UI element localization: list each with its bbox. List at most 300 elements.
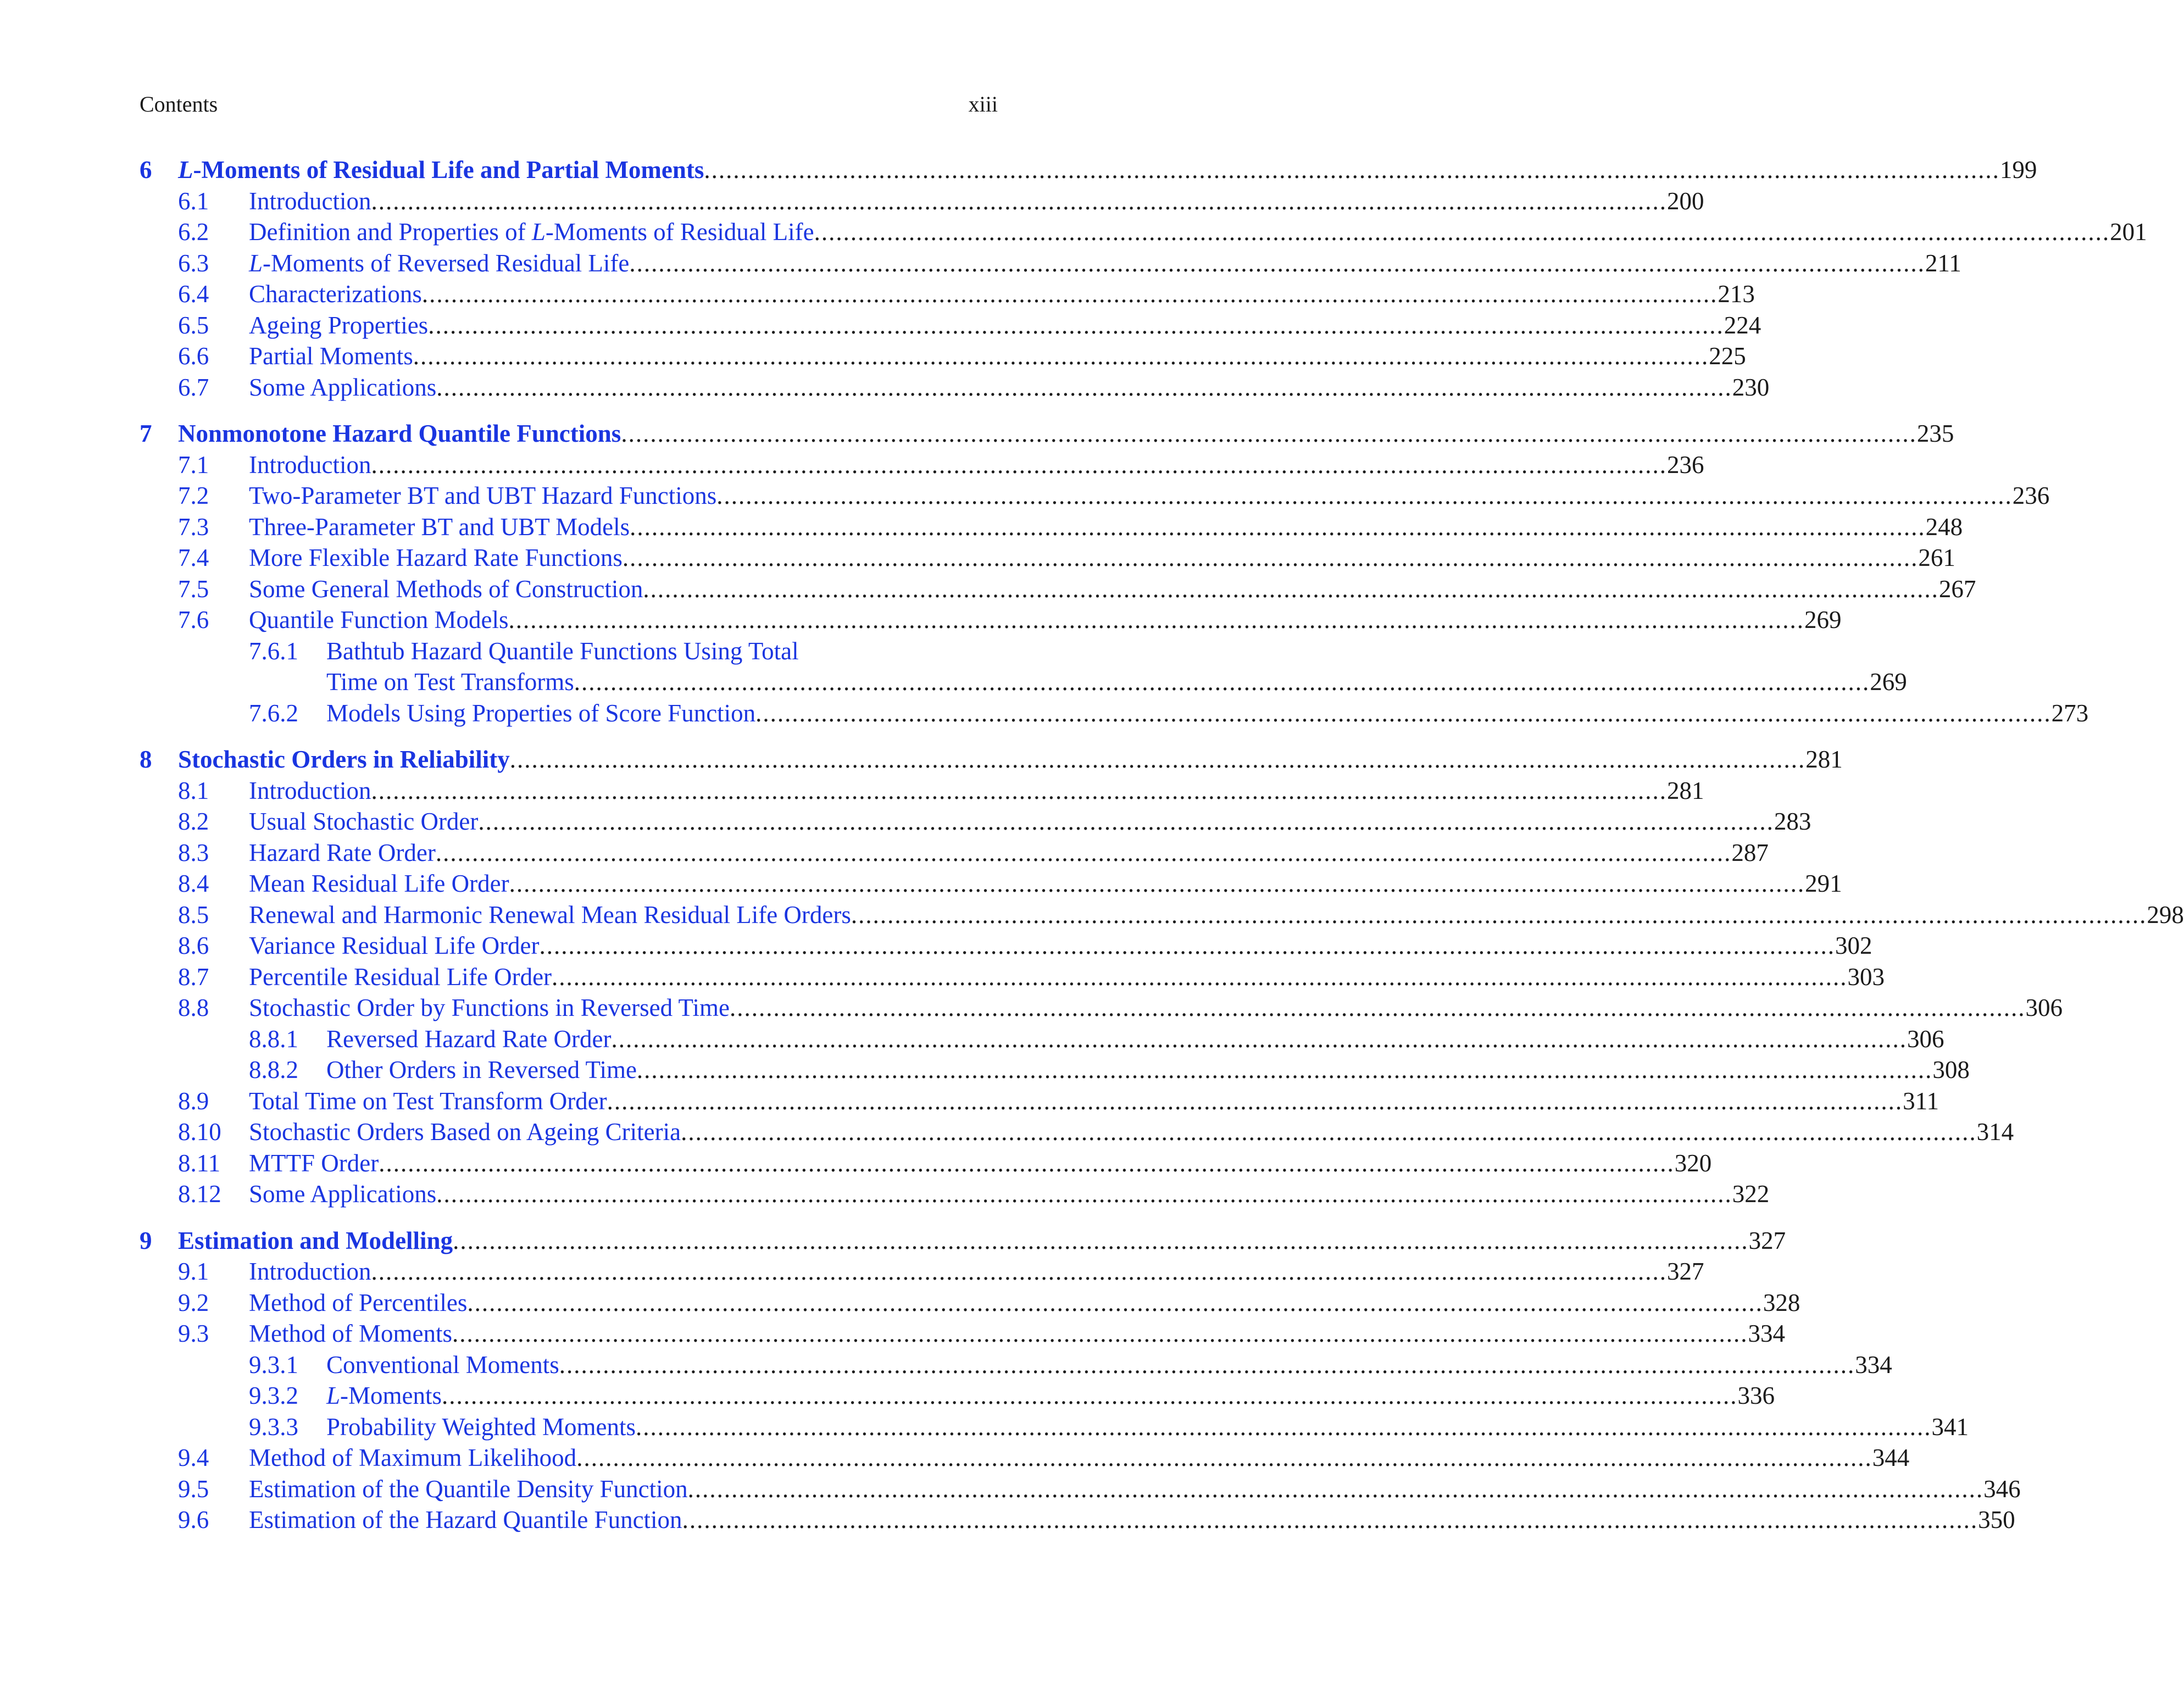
- toc-entry-title-text: Quantile Function Models: [249, 606, 509, 634]
- toc-entry-title[interactable]: [249, 837, 436, 868]
- toc-entry-page: 236: [1666, 451, 1704, 479]
- toc-entry-number: 6.3: [178, 249, 209, 277]
- toc-entry-title-text: MTTF Order: [249, 1149, 379, 1177]
- toc-entry-line: [178, 418, 1954, 449]
- toc-entry-title-text: Hazard Rate Order: [249, 838, 436, 866]
- dot-leader: ..................................................................................................................................................................................: [729, 994, 2026, 1021]
- toc-subsection-entry[interactable]: [140, 1380, 1775, 1412]
- toc-entry-number: 9.1: [178, 1258, 209, 1285]
- toc-entry-line: [326, 1412, 1969, 1442]
- toc-entry-line: [249, 604, 1842, 635]
- dot-leader: ..................................................................................................................................................................................: [371, 776, 1667, 804]
- toc-entry-title-text: Stochastic Orders in Reliability: [178, 746, 510, 773]
- toc-entry-page: 213: [1718, 280, 1755, 308]
- toc-entry-title-text: Stochastic Order by Functions in Reversed Time: [249, 994, 730, 1021]
- toc-entry-page: 336: [1737, 1382, 1775, 1409]
- toc-section-entry[interactable]: [140, 775, 1704, 807]
- toc-entry-title[interactable]: [249, 899, 851, 930]
- toc-entry-page: 328: [1763, 1288, 1800, 1316]
- toc-entry-title-text: Some Applications: [249, 1180, 437, 1208]
- toc-entry-page: 281: [1805, 746, 1843, 773]
- toc-entry-page: 334: [1855, 1351, 1892, 1379]
- toc-entry-title-text: Ageing Properties: [249, 311, 429, 339]
- toc-entry-number: 8.9: [178, 1087, 209, 1115]
- toc-entry-number: 7.5: [178, 575, 209, 603]
- toc-entry-title[interactable]: [249, 1116, 681, 1147]
- toc-entry-line: [178, 1225, 1786, 1256]
- dot-leader: ..................................................................................................................................................................................: [630, 513, 1926, 541]
- dot-leader: ..................................................................................................................................................................................: [629, 249, 1925, 277]
- toc-entry-number: 7.6: [178, 606, 209, 634]
- toc-section-entry[interactable]: [140, 1148, 1712, 1179]
- toc-entry-title-text: Some General Methods of Construction: [249, 575, 643, 603]
- toc-entry-title-text: -Moments of Reversed Residual Life: [263, 249, 630, 277]
- toc-chapter-entry[interactable]: [140, 1225, 1786, 1257]
- toc-entry-title-text: Definition and Properties of: [249, 218, 532, 246]
- toc-entry-page: 261: [1918, 544, 1955, 571]
- toc-entry-line: [249, 1148, 1712, 1179]
- toc-section-entry[interactable]: [140, 1442, 1910, 1474]
- toc-entry-title-text: Method of Percentiles: [249, 1288, 468, 1316]
- toc-section-entry[interactable]: [140, 930, 1872, 962]
- toc-entry-line: [249, 248, 1961, 279]
- dot-leader: ..................................................................................................................................................................................: [442, 1382, 1738, 1409]
- toc-entry-number: 8.12: [178, 1180, 221, 1208]
- toc-entry-title[interactable]: [249, 930, 540, 961]
- toc-entry-page: 311: [1903, 1087, 1939, 1115]
- toc-entry-page: 287: [1731, 838, 1769, 866]
- dot-leader: ..................................................................................................................................................................................: [435, 838, 1732, 866]
- toc-entry-title-text: Mean Residual Life Order: [249, 870, 509, 897]
- toc-entry-page: 269: [1804, 606, 1842, 634]
- toc-entry-page: 314: [1976, 1118, 2014, 1146]
- toc-entry-title-text: Variance Residual Life Order: [249, 932, 540, 959]
- toc-entry-page: 201: [2110, 218, 2147, 246]
- toc-entry-title[interactable]: [178, 1225, 453, 1256]
- dot-leader: ..................................................................................................................................................................................: [552, 963, 1848, 991]
- toc-entry-number: 7.1: [178, 451, 209, 479]
- toc-entry-title[interactable]: [178, 154, 704, 185]
- dot-leader: ..................................................................................................................................................................................: [371, 187, 1667, 215]
- toc-entry-title[interactable]: [249, 868, 509, 899]
- toc-section-entry[interactable]: [140, 604, 1842, 636]
- toc-entry-page: 306: [2025, 994, 2063, 1021]
- toc-entry-title[interactable]: [326, 1024, 612, 1054]
- toc-entry-line: [249, 279, 1755, 309]
- toc-entry-title[interactable]: [249, 279, 422, 309]
- toc-entry-number: 9.3.2: [249, 1382, 298, 1409]
- toc-entry-number: 7.4: [178, 544, 209, 571]
- toc-entry-title-text: Time on Test Transforms: [326, 668, 574, 696]
- toc-entry-number: 6: [140, 156, 152, 184]
- toc-entry-title[interactable]: [249, 604, 508, 635]
- toc-section-entry[interactable]: [140, 574, 1976, 605]
- toc-entry-line: [326, 1024, 1944, 1054]
- toc-entry-page: 281: [1666, 776, 1704, 804]
- toc-subsection-entry[interactable]: [140, 636, 998, 667]
- dot-leader: ..................................................................................................................................................................................: [687, 1475, 1984, 1503]
- toc-section-entry[interactable]: [140, 279, 1755, 310]
- dot-leader: ..................................................................................................................................................................................: [574, 668, 1870, 696]
- running-header: [140, 89, 998, 120]
- toc-entry-title[interactable]: [249, 992, 730, 1023]
- toc-entry-title[interactable]: [249, 372, 436, 403]
- dot-leader: ..................................................................................................................................................................................: [814, 218, 2110, 246]
- dot-leader: ..................................................................................................................................................................................: [379, 1149, 1675, 1177]
- dot-leader: ..................................................................................................................................................................................: [682, 1506, 1979, 1533]
- toc-entry-title-text: Stochastic Orders Based on Ageing Criteria: [249, 1118, 681, 1146]
- toc-entry-title[interactable]: [249, 806, 478, 837]
- toc-entry-title[interactable]: [249, 216, 814, 247]
- dot-leader: ..................................................................................................................................................................................: [755, 699, 2052, 727]
- toc-entry-line: [178, 744, 1843, 775]
- toc-entry-title[interactable]: [326, 636, 799, 666]
- toc-subsection-entry[interactable]: [140, 1024, 1944, 1055]
- dot-leader: ..................................................................................................................................................................................: [478, 808, 1774, 835]
- toc-entry-title[interactable]: [249, 1442, 576, 1473]
- toc-entry-title-text: Nonmonotone Hazard Quantile Functions: [178, 420, 621, 447]
- toc-entry-title[interactable]: [249, 449, 371, 480]
- dot-leader: ..................................................................................................................................................................................: [643, 575, 1939, 603]
- toc-entry-line: [178, 154, 2037, 185]
- toc-entry-page: 211: [1925, 249, 1961, 277]
- toc-entry-title-text: Renewal and Harmonic Renewal Mean Residual Life Orders: [249, 901, 851, 929]
- toc-entry-page: 302: [1835, 932, 1872, 959]
- toc-entry-line: [249, 1442, 1910, 1473]
- toc-entry-number: 9: [140, 1226, 152, 1254]
- toc-entry-title-text: -Moments of Residual Life and Partial Moments: [193, 156, 704, 184]
- toc-entry-line: [249, 962, 1885, 992]
- toc-entry-title-text: Introduction: [249, 451, 371, 479]
- toc-entry-number: 8: [140, 746, 152, 773]
- toc-section-entry[interactable]: [140, 248, 1961, 279]
- toc-subsection-entry[interactable]: [140, 666, 1907, 698]
- dot-leader: ..................................................................................................................................................................................: [508, 606, 1804, 634]
- toc-chapter-entry[interactable]: [140, 154, 2037, 186]
- toc-entry-title-text: Estimation and Modelling: [178, 1226, 453, 1254]
- toc-entry-title-italic: L: [249, 249, 263, 277]
- toc-entry-title[interactable]: [249, 341, 413, 371]
- toc-section-entry[interactable]: [140, 837, 1769, 869]
- toc-entry-number: 8.8: [178, 994, 209, 1021]
- toc-entry-title-text: Method of Moments: [249, 1320, 452, 1347]
- toc-entry-title[interactable]: [249, 512, 630, 542]
- toc-entry-number: 6.4: [178, 280, 209, 308]
- dot-leader: ..................................................................................................................................................................................: [716, 482, 2013, 509]
- toc-entry-title[interactable]: [326, 1349, 559, 1380]
- toc-section-entry[interactable]: [140, 1179, 1770, 1210]
- toc-entry-number: 6.1: [178, 187, 209, 215]
- toc-section-entry[interactable]: [140, 1287, 1800, 1319]
- dot-leader: ..................................................................................................................................................................................: [413, 342, 1709, 370]
- toc-entry-line: [249, 868, 1842, 899]
- toc-entry-line: [249, 806, 1811, 837]
- toc-entry-number: 7.6.2: [249, 699, 298, 727]
- dot-leader: ..................................................................................................................................................................................: [636, 1056, 1933, 1083]
- toc-entry-page: 306: [1907, 1025, 1944, 1053]
- toc-entry-line: [249, 1086, 1939, 1116]
- toc-section-entry[interactable]: [140, 512, 1963, 543]
- toc-entry-line: [249, 930, 1872, 961]
- toc-section-entry[interactable]: [140, 480, 2050, 512]
- toc-entry-line: [249, 372, 1770, 403]
- toc-entry-page: 267: [1938, 575, 1976, 603]
- toc-entry-title[interactable]: [249, 186, 371, 216]
- toc-entry-title-text: Characterizations: [249, 280, 422, 308]
- toc-entry-page: 291: [1805, 870, 1842, 897]
- toc-entry-title-text: Method of Maximum Likelihood: [249, 1444, 577, 1471]
- toc-entry-page: 334: [1748, 1320, 1785, 1347]
- toc-section-entry[interactable]: [140, 992, 2063, 1024]
- toc-entry-title[interactable]: [249, 1148, 379, 1179]
- toc-entry-title[interactable]: [178, 418, 621, 449]
- dot-leader: ..................................................................................................................................................................................: [371, 1258, 1667, 1285]
- toc-entry-title[interactable]: [326, 666, 574, 697]
- toc-entry-title-italic: L: [326, 1382, 341, 1409]
- toc-entry-title[interactable]: [249, 248, 629, 279]
- toc-section-entry[interactable]: [140, 1318, 1785, 1349]
- toc-entry-number: 8.8.1: [249, 1025, 298, 1053]
- toc-section-entry[interactable]: [140, 372, 1770, 403]
- toc-entry-number: 8.2: [178, 808, 209, 835]
- toc-entry-line: [249, 1256, 1704, 1287]
- toc-entry-line: [249, 512, 1963, 542]
- running-header-title: Contents: [140, 92, 218, 116]
- toc-section-entry[interactable]: [140, 899, 2184, 931]
- toc-entry-title-text: Bathtub Hazard Quantile Functions Using Total: [326, 637, 799, 665]
- toc-entry-number: 8.10: [178, 1118, 221, 1146]
- toc-entry-number: 7.2: [178, 482, 209, 509]
- toc-entry-number: 9.4: [178, 1444, 209, 1471]
- toc-entry-page: 200: [1666, 187, 1704, 215]
- toc-entry-title-text: Conventional Moments: [326, 1351, 559, 1379]
- toc-entry-title-italic: L: [178, 156, 193, 184]
- toc-entry-number: 8.11: [178, 1149, 221, 1177]
- toc-entry-line: [249, 542, 1955, 573]
- toc-entry-page: 346: [1983, 1475, 2021, 1503]
- toc-section-entry[interactable]: [140, 1504, 2015, 1536]
- toc-entry-title[interactable]: [326, 1054, 637, 1085]
- dot-leader: ..................................................................................................................................................................................: [611, 1025, 1907, 1053]
- toc-entry-title-text: Introduction: [249, 187, 371, 215]
- toc-entry-title-text: Estimation of the Hazard Quantile Function: [249, 1506, 682, 1533]
- dot-leader: ..................................................................................................................................................................................: [421, 280, 1718, 308]
- toc-entry-title[interactable]: [249, 1287, 467, 1318]
- toc-entry-title-text: -Moments: [340, 1382, 442, 1409]
- toc-entry-number: 7: [140, 420, 152, 447]
- toc-chapter-entry[interactable]: [140, 418, 1954, 449]
- toc-entry-number: 7.3: [178, 513, 209, 541]
- toc-entry-line: [249, 1474, 2021, 1504]
- toc-section-entry[interactable]: [140, 310, 1761, 341]
- toc-entry-number: 8.3: [178, 838, 209, 866]
- dot-leader: ..................................................................................................................................................................................: [621, 420, 1917, 447]
- toc-chapter-entry[interactable]: [140, 744, 1843, 775]
- toc-entry-title-text: Reversed Hazard Rate Order: [326, 1025, 612, 1053]
- toc-entry-title-text: More Flexible Hazard Rate Functions: [249, 544, 623, 571]
- toc-entry-title-text: Total Time on Test Transform Order: [249, 1087, 607, 1115]
- toc-entry-page: 303: [1847, 963, 1885, 991]
- toc-entry-line: [326, 1349, 1892, 1380]
- toc-entry-number: 9.6: [178, 1506, 209, 1533]
- dot-leader: ..................................................................................................................................................................................: [636, 1413, 1932, 1441]
- toc-section-entry[interactable]: [140, 186, 1704, 217]
- toc-section-entry[interactable]: [140, 542, 1955, 574]
- toc-entry-title[interactable]: [178, 744, 510, 775]
- toc-entry-title-text: Introduction: [249, 1258, 371, 1285]
- dot-leader: ..................................................................................................................................................................................: [509, 746, 1806, 773]
- dot-leader: ..................................................................................................................................................................................: [559, 1351, 1855, 1379]
- toc-entry-title[interactable]: [249, 1474, 688, 1504]
- toc-entry-page: 269: [1870, 668, 1907, 696]
- toc-subsection-entry[interactable]: [140, 1054, 1970, 1086]
- toc-entry-page: 225: [1709, 342, 1746, 370]
- toc-section-entry[interactable]: [140, 1116, 2014, 1148]
- toc-entry-number: 8.1: [178, 776, 209, 804]
- toc-entry-title[interactable]: [249, 1318, 452, 1349]
- dot-leader: ..................................................................................................................................................................................: [851, 901, 2147, 929]
- toc-entry-number: 6.2: [178, 218, 209, 246]
- dot-leader: ..................................................................................................................................................................................: [452, 1320, 1748, 1347]
- toc-entry-title-text: Some Applications: [249, 373, 437, 401]
- toc-entry-title[interactable]: [326, 698, 755, 729]
- toc-entry-title-text: Introduction: [249, 776, 371, 804]
- toc-entry-line: [249, 1179, 1770, 1209]
- toc-entry-page: 236: [2012, 482, 2050, 509]
- toc-entry-number: 6.7: [178, 373, 209, 401]
- toc-entry-number: 9.5: [178, 1475, 209, 1503]
- toc-entry-page: 350: [1978, 1506, 2015, 1533]
- toc-entry-title-italic: L: [531, 218, 546, 246]
- toc-entry-number: 8.7: [178, 963, 209, 991]
- toc-entry-line: [249, 186, 1704, 216]
- dot-leader: ..................................................................................................................................................................................: [509, 870, 1805, 897]
- toc-entry-line: [249, 310, 1761, 341]
- toc-entry-title[interactable]: [249, 480, 716, 511]
- toc-entry-page: 235: [1916, 420, 1954, 447]
- toc-entry-title[interactable]: [249, 542, 623, 573]
- toc-entry-line: [249, 775, 1704, 806]
- toc-entry-title-text: Percentile Residual Life Order: [249, 963, 552, 991]
- table-of-contents: [140, 154, 2184, 1536]
- toc-subsection-entry[interactable]: [140, 1412, 1969, 1443]
- toc-entry-title-text: Partial Moments: [249, 342, 413, 370]
- toc-entry-line: [249, 992, 2063, 1023]
- toc-entry-line: [326, 1380, 1775, 1411]
- toc-entry-page: 320: [1674, 1149, 1712, 1177]
- toc-entry-number: 9.2: [178, 1288, 209, 1316]
- toc-entry-title-text: Three-Parameter BT and UBT Models: [249, 513, 630, 541]
- toc-subsection-entry[interactable]: [140, 1349, 1892, 1381]
- toc-section-entry[interactable]: [140, 868, 1842, 899]
- toc-entry-title-text: Estimation of the Quantile Density Function: [249, 1475, 688, 1503]
- toc-entry-page: 283: [1774, 808, 1811, 835]
- toc-section-entry[interactable]: [140, 962, 1885, 993]
- toc-entry-line: [249, 449, 1704, 480]
- toc-entry-number: 8.8.2: [249, 1056, 298, 1083]
- dot-leader: ..................................................................................................................................................................................: [371, 451, 1667, 479]
- dot-leader: ..................................................................................................................................................................................: [576, 1444, 1872, 1471]
- toc-subsection-entry[interactable]: [140, 698, 2089, 729]
- toc-entry-page: 248: [1925, 513, 1963, 541]
- dot-leader: ..................................................................................................................................................................................: [436, 373, 1732, 401]
- toc-entry-title-text: -Moments of Residual Life: [545, 218, 814, 246]
- toc-entry-line: [249, 480, 2050, 511]
- toc-entry-number: 6.5: [178, 311, 209, 339]
- toc-entry-line: [249, 341, 1746, 371]
- toc-entry-title[interactable]: [326, 1380, 442, 1411]
- dot-leader: ..................................................................................................................................................................................: [428, 311, 1724, 339]
- dot-leader: ..................................................................................................................................................................................: [436, 1180, 1732, 1208]
- toc-entry-line: [249, 216, 2147, 247]
- toc-entry-title[interactable]: [249, 574, 643, 604]
- toc-entry-title[interactable]: [249, 1179, 436, 1209]
- toc-entry-title[interactable]: [249, 775, 371, 806]
- toc-entry-title-text: Usual Stochastic Order: [249, 808, 479, 835]
- page-number: xiii: [968, 92, 998, 116]
- toc-entry-number: 8.5: [178, 901, 209, 929]
- toc-entry-title[interactable]: [249, 1256, 371, 1287]
- toc-entry-line: [249, 1116, 2014, 1147]
- toc-entry-number: 6.6: [178, 342, 209, 370]
- toc-entry-page: 322: [1732, 1180, 1770, 1208]
- toc-entry-page: 308: [1932, 1056, 1970, 1083]
- toc-entry-title[interactable]: [249, 962, 552, 992]
- toc-entry-number: 9.3.3: [249, 1413, 298, 1441]
- toc-section-entry[interactable]: [140, 806, 1811, 837]
- dot-leader: ..................................................................................................................................................................................: [704, 156, 2000, 184]
- toc-entry-title-text: Models Using Properties of Score Function: [326, 699, 756, 727]
- toc-entry-line: [249, 837, 1769, 868]
- toc-entry-page: 199: [1999, 156, 2037, 184]
- dot-leader: ..................................................................................................................................................................................: [539, 932, 1836, 959]
- toc-entry-title-text: Two-Parameter BT and UBT Hazard Functions: [249, 482, 717, 509]
- toc-entry-number: 8.6: [178, 932, 209, 959]
- toc-entry-title[interactable]: [249, 1504, 682, 1535]
- toc-entry-line: [326, 636, 998, 666]
- dot-leader: ..................................................................................................................................................................................: [681, 1118, 1977, 1146]
- toc-entry-number: 9.3.1: [249, 1351, 298, 1379]
- dot-leader: ..................................................................................................................................................................................: [622, 544, 1919, 571]
- toc-entry-page: 327: [1666, 1258, 1704, 1285]
- toc-section-entry[interactable]: [140, 1086, 1939, 1117]
- dot-leader: ..................................................................................................................................................................................: [453, 1226, 1749, 1254]
- toc-entry-title[interactable]: [326, 1412, 636, 1442]
- toc-entry-number: 7.6.1: [249, 637, 298, 665]
- toc-entry-line: [326, 666, 1907, 697]
- toc-section-entry[interactable]: [140, 1474, 2021, 1505]
- dot-leader: ..................................................................................................................................................................................: [607, 1087, 1903, 1115]
- toc-entry-title[interactable]: [249, 1086, 607, 1116]
- toc-entry-line: [326, 1054, 1970, 1085]
- toc-section-entry[interactable]: [140, 341, 1746, 372]
- toc-section-entry[interactable]: [140, 449, 1704, 481]
- toc-entry-line: [326, 698, 2089, 729]
- toc-entry-line: [249, 1504, 2015, 1535]
- toc-section-entry[interactable]: [140, 216, 2147, 248]
- toc-entry-line: [249, 1318, 1785, 1349]
- toc-entry-page: 344: [1872, 1444, 1910, 1471]
- toc-entry-page: 298: [2147, 901, 2184, 929]
- toc-entry-line: [249, 899, 2184, 930]
- dot-leader: ..................................................................................................................................................................................: [467, 1288, 1763, 1316]
- toc-entry-line: [249, 1287, 1800, 1318]
- toc-entry-line: [249, 574, 1976, 604]
- toc-entry-page: 224: [1724, 311, 1761, 339]
- toc-section-entry[interactable]: [140, 1256, 1704, 1287]
- toc-entry-number: 9.3: [178, 1320, 209, 1347]
- toc-entry-title[interactable]: [249, 310, 428, 341]
